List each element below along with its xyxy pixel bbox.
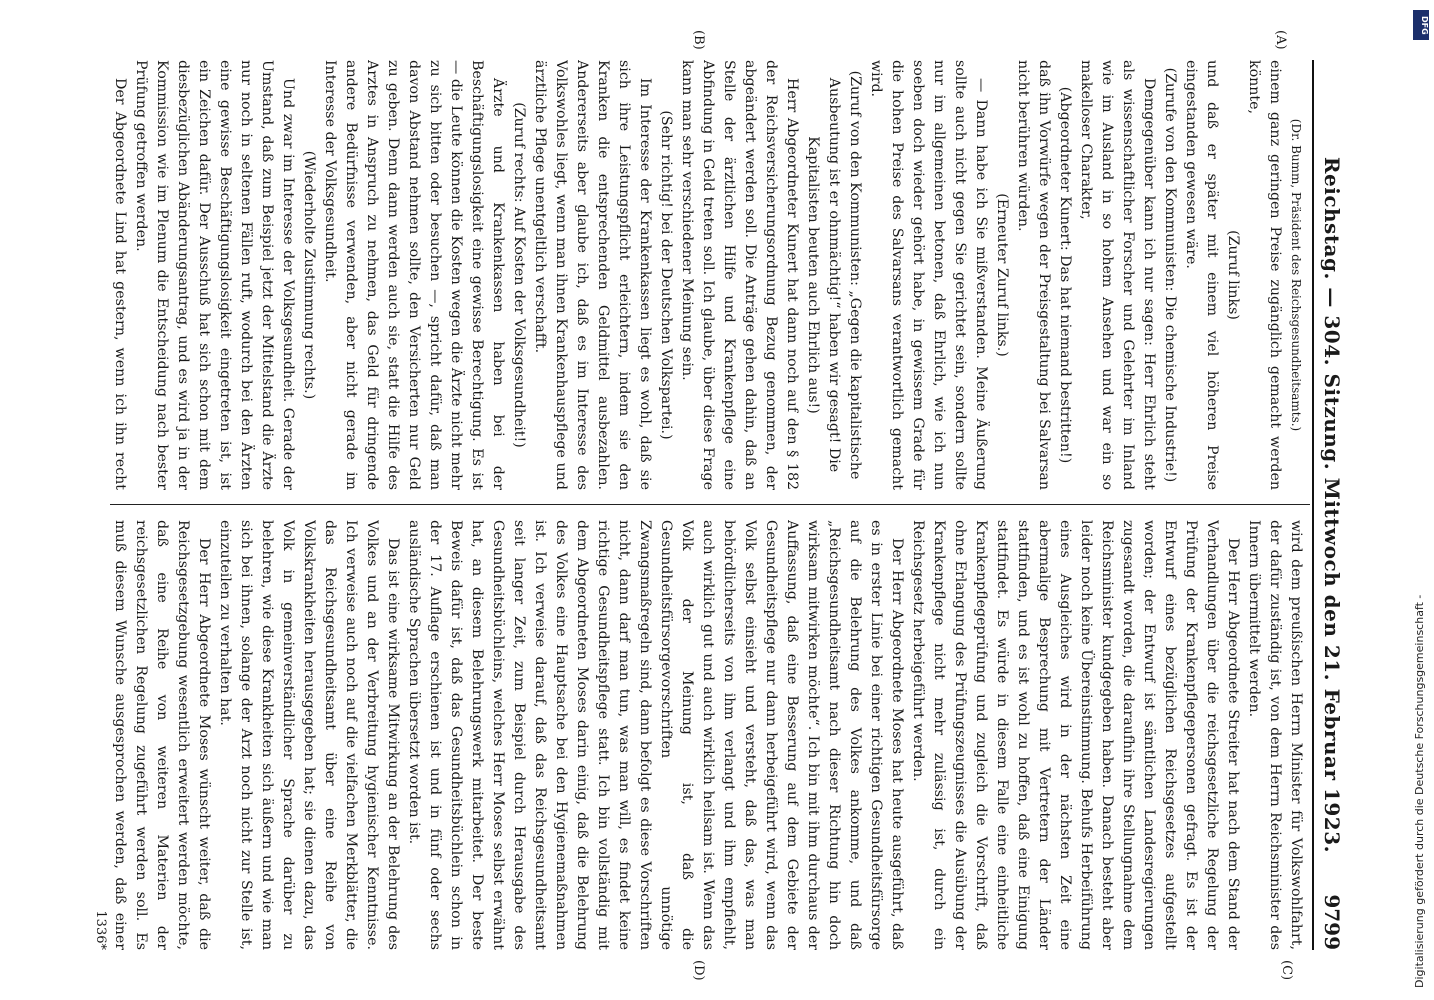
dfg-funding-note: Digitalisierung gefördert durch die Deutsche Forschungsgemeinschaft - — [1413, 594, 1426, 988]
paragraph: (Zuruf von den Kommunisten: „Gegen die kapitalistische Ausbeutung ist er ohnmächtig!“ haben wir gesagt! Die Kapitalisten beuten auch Ehrlich aus!) — [805, 70, 863, 480]
left-text-column — [106, 60, 1306, 490]
column-divider — [110, 504, 1310, 505]
paragraph: (Zuruf rechts: Auf Kosten der Volksgesundheit!) — [511, 102, 527, 448]
dfg-funding-strip — [1411, 8, 1431, 992]
paragraph: (Erneuter Zuruf links.) — [994, 193, 1010, 357]
scanned-page — [80, 20, 1370, 990]
paragraph: Der Herr Abgeordnete Streiter hat nach dem Stand der Verhandlungen über die reichsgesetzliche Regelung der Prüfung der Krankenpflegepersonen gefragt. Es ist der Entwurf eines bezüglichen Reichsgesetzes aufgestellt worden; der Entwurf ist sämtlichen Landesregierungen zugesandt worden, die daraufhin ihre Stellungnahme dem Reichsminister kundgegeben haben. Danach besteht aber leider noch keine Übereinstimmung. Behufs Herbeiführung eines Ausgleiches wird in der nächsten Zeit eine abermalige Besprechung mit Vertretern der Länder stattfinden, und es ist wohl zu hoffen, daß eine Einigung stattfindet. Es würde in diesem Falle eine einheitliche Krankenpflegeprüfung und zugleich die Vorschrift, daß ohne Erlangung des Prüfungszeugnisses die Ausübung der Krankenpflege nicht mehr zulässig ist, durch ein Reichsgesetz herbeigeführt werden. — [910, 520, 1241, 950]
paragraph: (Abgeordneter Kunert: Das hat niemand bestritten!) — [1057, 86, 1073, 464]
right-text-column — [106, 520, 1306, 950]
paragraph: Und zwar im Interesse der Volksgesundheit. Gerade der Umstand, daß zum Beispiel jetzt der Mittelstand die Ärzte nur noch in seltenen Fällen ruft, wodurch bei den Ärzten eine gewisse Beschäftigungslosigkeit eingetreten ist, ist ein Zeichen dafür. Der Ausschuß hat sich schon mit dem diesbezüglichen Abänderungsantrag, und es wird ja in der Kommission wie im Plenum die Entscheidung nach bester Prüfung getroffen werden. — [133, 60, 296, 490]
paragraph: Im Interesse der Krankenkassen liegt es wohl, daß sie sich ihre Leistungspflicht erleichtern, indem sie den Kranken die entsprechenden Geldmittel ausbezahlen. Andererseits aber glaube ich, daß es im Interesse des Volkswohles liegt, wenn man ihnen Krankenhauspflege und ärztliche Pflege unentgeltlich verschafft. — [532, 60, 653, 490]
paragraph: Herr Abgeordneter Kunert hat dann noch auf den § 182 der Reichsversicherungsordnung Bezug genommen, der abgeändert werden soll. Die Anträge gehen dahin, daß an Stelle der ärztlichen Hilfe und Krankenpflege eine Abfindung in Geld treten soll. Ich glaube, über diese Frage kann man sehr verschiedener Meinung sein. — [679, 60, 800, 490]
paragraph: einem ganz geringen Preise zugänglich gemacht werden könnte, — [1246, 60, 1283, 490]
paragraph: daß ihn Vorwürfe wegen der Preisgestaltung bei Salvarsan nicht berühren würden. — [1015, 60, 1052, 490]
paragraph: Der Herr Abgeordnete Moses wünscht weiter, daß die Reichsgesetzgebung wesentlich erweitert werden möchte, daß eine Reihe von weiteren Materien der reichsgesetzlichen Regelung zugeführt werden soll. Es muß diesem Wunsche ausgesprochen werden, daß einer — [112, 520, 212, 950]
paragraph: Das ist eine wirksame Mitwirkung an der Belehrung des Volkes und an der Verbreitung hygienischer Kenntnisse. Ich verweise auch noch auf die vielfachen Merkblätter, die das Reichsgesundheitsamt über eine Reihe von Volkskrankheiten herausgegeben hat; sie dienen dazu, das Volk in gemeinverständlicher Sprache darüber zu belehren, wie diese Krankheiten sich äußern und wie man sich bei ihnen, solange der Arzt noch nicht zur Stelle ist, einzuteilen zu verhalten hat. — [217, 520, 401, 950]
paragraph: Demgegenüber kann ich nur sagen: Herr Ehrlich steht als wissenschaftlicher Forscher und Gelehrter im Inland wie im Ausland in so hohem Ansehen und war ein so makelloser Charakter, — [1078, 60, 1157, 490]
margin-letter-b: (B) — [691, 30, 706, 50]
page-number: 9799 — [1320, 894, 1344, 950]
paragraph: Ärzte und Krankenkassen haben bei der Beschäftigungslosigkeit eine gewisse Berechtigung. Es ist — die Leute können die Kosten wegen die Ärzte nicht mehr zu sich bitten oder besuchen —, spricht dafür, daß man davon Abstand nehmen sollte, den Versicherten nur Geld zu geben. Denn dann werden auch sie, statt die Hilfe des Arztes in Anspruch zu nehmen, das Geld für dringende andere Bedürfnisse verwenden, aber nicht gerade im Interesse der Volksgesundheit. — [322, 60, 506, 490]
paragraph: wird dem preußischen Herrn Minister für Volkswohlfahrt, der dafür zuständig ist, von dem Herrn Reichsminister des Innern übermittelt werden. — [1246, 520, 1304, 950]
paragraph: (Zurufe von den Kommunisten: Die chemische Industrie!) — [1162, 67, 1178, 483]
paragraph: (Dr. Bumm, Präsident des Reichsgesundheitsamts.) — [1289, 118, 1303, 432]
paragraph: (Sehr richtig! bei der Deutschen Volkspartei.) — [658, 110, 674, 440]
sheet-mark: 1336* — [93, 910, 108, 950]
margin-letter-d: (D) — [691, 960, 706, 981]
page-header — [1312, 60, 1348, 950]
paragraph: (Zuruf links) — [1225, 230, 1241, 320]
paragraph: — Dann habe ich Sie mißverstanden. Meine Äußerung sollte auch nicht gegen Sie gerichtet sein, sondern sollte nur im allgemeinen betonen, daß Ehrlich, wie ich nun soeben doch wieder gehört habe, in gewissem Grade für die hohen Preise des Salvarsans verantwortlich gemacht wird. — [868, 60, 989, 490]
margin-letter-a: (A) — [1273, 30, 1288, 50]
margin-letter-c: (C) — [1279, 960, 1294, 981]
dfg-logo: DFG — [1413, 10, 1429, 40]
paragraph: (Wiederholte Zustimmung rechts.) — [301, 150, 317, 400]
paragraph: Der Abgeordnete Lind hat gestern, wenn ich ihn recht — [112, 78, 128, 490]
paragraph: und daß er später mit einem viel höheren Preise eingestanden gewesen wäre. — [1183, 60, 1220, 490]
header-title: Reichstag. — 304. Sitzung. Mittwoch den 21. Februar 1923. — [1320, 156, 1344, 854]
paragraph: Der Herr Abgeordnete Moses hat heute ausgeführt, daß es in erster Linie bei einer richtigen Gesundheitsfürsorge auf die Belehrung des Volkes ankomme, und daß „Reichsgesundheitsamt nach dieser Richtung hin doch wirksam mitwirken möchte“. Ich bin mit ihm durchaus der Auffassung, daß eine Besserung auf dem Gebiete der Gesundheitspflege nur dann herbeigeführt wird, wenn das Volk selbst einsieht und versteht, daß das, was man behördlicherseits von ihm verlangt und ihm empfiehlt, auch wirklich gut und auch wirklich heilsam ist. Wenn das Volk der Meinung ist, daß die Gesundheitsfürsorgevorschriften unnötige Zwangsmaßregeln sind, dann befolgt es diese Vorschriften nicht, dann darf man tun, was man will, es findet keine richtige Gesundheitspflege statt. Ich bin vollständig mit dem Abgeordneten Moses darin einig, daß die Belehrung des Volkes eine Hauptsache bei den Hygienemaßnahmen ist. Ich verweise darauf, daß das Reichsgesundheitsamt seit langer Zeit, zum Beispiel durch Herausgabe des Gesundheitsbüchleins, welches Herr Moses selbst erwähnt hat, an diesem Belehrungswerk mitarbeitet. Der beste Beweis dafür ist, daß das Gesundheitsbüchlein schon in der 17. Auflage erschienen ist und in fünf oder sechs ausländische Sprachen übersetzt worden ist. — [406, 520, 905, 950]
